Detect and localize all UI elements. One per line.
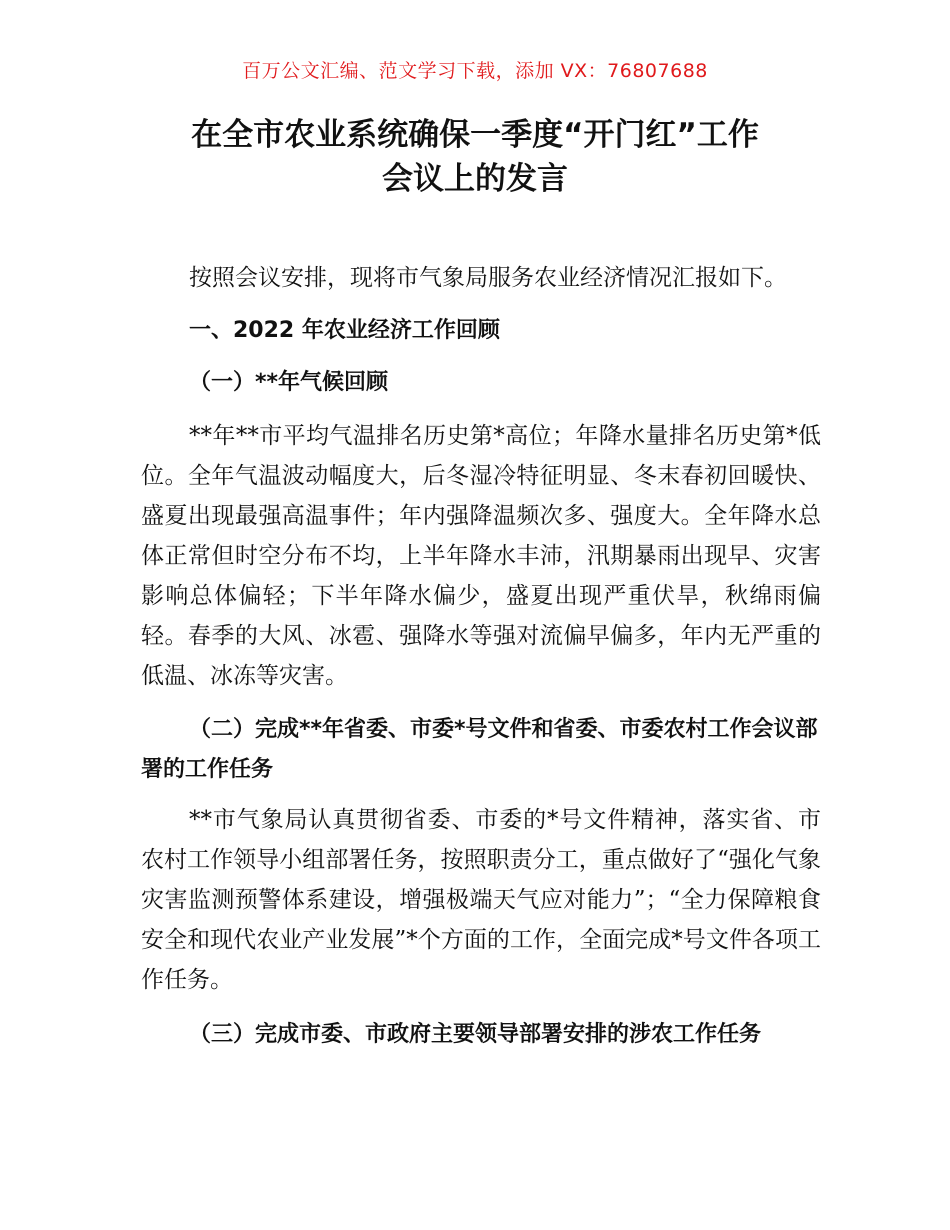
title-line-1: 在全市农业系统确保一季度“开门红”工作 bbox=[191, 117, 759, 153]
page-title bbox=[80, 113, 870, 201]
subsection-1-heading: （一）**年气候回顾 bbox=[189, 370, 389, 395]
subsection-3-heading: （三）完成市委、市政府主要领导部署安排的涉农工作任务 bbox=[189, 1022, 762, 1047]
section-1-heading: 一、2022 年农业经济工作回顾 bbox=[189, 318, 500, 343]
header-watermark-note: 百万公文汇编、范文学习下载，添加 VX：76807688 bbox=[242, 60, 708, 82]
subsection-2-paragraph: **市气象局认真贯彻省委、市委的*号文件精神，落实省、市农村工作领导小组部署任务，按照职责分工，重点做好了“强化气象灾害监测预警体系建设，增强极端天气应对能力”；“全力保障粮食安全和现代农业产业发展”*个方面的工作，全面完成*号文件各项工作任务。 bbox=[141, 807, 821, 993]
intro-paragraph: 按照会议安排，现将市气象局服务农业经济情况汇报如下。 bbox=[189, 265, 787, 291]
title-line-2: 会议上的发言 bbox=[382, 161, 568, 197]
subsection-2-heading: （二）完成**年省委、市委*号文件和省委、市委农村工作会议部署的工作任务 bbox=[141, 717, 818, 782]
subsection-1-paragraph: **年**市平均气温排名历史第*高位；年降水量排名历史第*低位。全年气温波动幅度大，后冬湿冷特征明显、冬末春初回暖快、盛夏出现最强高温事件；年内强降温频次多、强度大。全年降水总体正常但时空分布不均，上半年降水丰沛，汛期暴雨出现早、灾害影响总体偏轻；下半年降水偏少，盛夏出现严重伏旱，秋绵雨偏轻。春季的大风、冰雹、强降水等强对流偏早偏多，年内无严重的低温、冰冻等灾害。 bbox=[141, 423, 821, 689]
